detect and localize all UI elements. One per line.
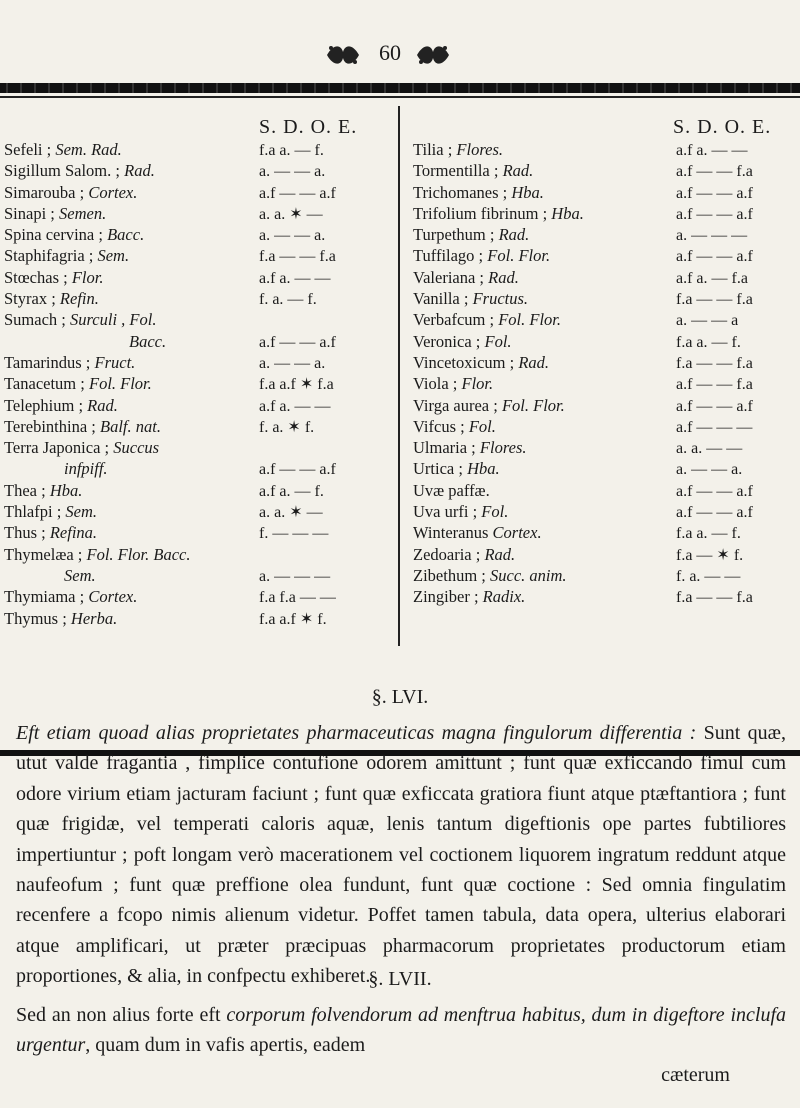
row-codes: a.f a. — f.a	[676, 269, 748, 287]
table-row	[4, 225, 394, 246]
row-name	[4, 459, 259, 479]
row-substance: Thus ;	[4, 523, 46, 543]
table-row	[4, 204, 394, 225]
table-row	[4, 459, 394, 480]
row-codes: a.f — — a.f	[676, 504, 753, 522]
row-substance: Thymelæa ;	[4, 544, 83, 564]
table-row	[4, 481, 394, 502]
table-row	[413, 417, 800, 438]
row-substance: Vanilla ;	[413, 289, 469, 309]
row-part: Rad.	[502, 161, 534, 181]
row-substance: Zibethum ;	[413, 565, 486, 585]
row-substance: Styrax ;	[4, 289, 56, 309]
row-codes: a.f — — a.f	[259, 184, 336, 202]
row-name	[4, 374, 259, 394]
table-row	[4, 310, 394, 331]
row-substance: Urtica ;	[413, 459, 463, 479]
row-codes: a. — — a	[676, 312, 739, 330]
row-codes: a.f — — a.f	[259, 461, 336, 479]
row-codes: f.a a. — f.	[676, 333, 741, 351]
row-part: Flores.	[479, 438, 527, 458]
row-codes: a. a. ✶ —	[259, 205, 323, 223]
row-part: Flores.	[456, 140, 504, 159]
row-codes: f.a a.f ✶ f.	[259, 610, 327, 628]
table-row	[413, 183, 800, 204]
row-name	[4, 268, 259, 288]
row-codes: f.a a. — f.	[676, 525, 741, 543]
row-substance: Tuffilago ;	[413, 246, 484, 266]
row-part: Radix.	[482, 587, 526, 607]
row-codes: f. a. — —	[676, 567, 741, 585]
table-row	[4, 566, 394, 587]
row-part: Succus	[113, 438, 160, 458]
table-row	[4, 523, 394, 544]
row-substance: Sinapi ;	[4, 203, 55, 223]
row-substance: Verbafcum ;	[413, 310, 495, 330]
ornament-left-icon	[323, 42, 363, 68]
ornament-right-icon	[413, 42, 453, 68]
row-part: Fructus.	[472, 289, 529, 309]
row-substance: Telephium ;	[4, 395, 84, 415]
row-codes: a.f — — a.f	[676, 397, 753, 415]
row-name	[4, 353, 259, 373]
row-part: Cortex.	[88, 182, 138, 202]
table-row	[413, 481, 800, 502]
table-row	[4, 289, 394, 310]
row-name	[413, 374, 676, 394]
row-name	[4, 183, 259, 203]
row-name	[4, 481, 259, 501]
row-substance: Tormentilla ;	[413, 161, 499, 181]
table-row	[413, 374, 800, 395]
row-part: Herba.	[70, 608, 118, 628]
row-name	[413, 268, 676, 288]
paragraph-lvii	[16, 1000, 786, 1061]
row-codes: a.f a. — —	[676, 142, 748, 159]
row-name	[4, 161, 259, 181]
row-part: Rad.	[124, 161, 155, 181]
table-row	[413, 246, 800, 267]
row-substance: Sefeli ;	[4, 140, 52, 159]
row-part: Refin.	[59, 289, 99, 309]
table-row	[4, 396, 394, 417]
row-codes: a.f — — f.a	[676, 163, 753, 181]
row-part: Sem.	[64, 565, 96, 585]
table-row	[4, 417, 394, 438]
row-part: Hba.	[49, 480, 83, 500]
row-substance: Terebinthina ;	[4, 416, 96, 436]
table-row	[4, 374, 394, 395]
row-name	[413, 545, 676, 565]
paragraph-lvi-body: Sunt quæ, utut valde fragantia , fimplice contufione odorem amittunt ; funt quæ exficcando fimul cum odore virium etiam jacturam faciunt ; funt quæ exficcata gratiora fiunt atque ptæftantiora ; funt quæ frigidæ, vel temperati caloris aquæ, lenis tantum digeftionis ope partes fubtiliores impertiuntur ; poft longam verò macerationem vel coctionem liquorem ingratum reddunt atque naufeofum ; funt quæ preffione olea fundunt, funt quæ coctione : Sed omnia fingulatim recenfere a fcopo nimis alienum videtur. Poffet tamen tabula, data opera, ulterius elaborari atque amplificari, ut præter præcipuas pharmacorum proprietates productorum etiam proportiones, & alia, in confpectu exhiberet.	[16, 722, 786, 988]
table-row	[4, 545, 394, 566]
row-part: Flor.	[461, 374, 494, 394]
row-name	[4, 246, 259, 266]
row-codes: a.f a. — —	[259, 397, 331, 415]
row-substance: Viola ;	[413, 374, 458, 394]
row-part: Fol. Flor.	[498, 310, 562, 330]
row-name	[413, 310, 676, 330]
table-row	[413, 225, 800, 246]
row-name	[4, 523, 259, 543]
row-name	[4, 289, 259, 309]
row-codes: a.f — — f.a	[676, 376, 753, 394]
row-substance: Zedoaria ;	[413, 544, 481, 564]
row-substance: Uvæ paffæ.	[413, 480, 490, 500]
row-codes: f.a — ✶ f.	[676, 546, 744, 564]
column-heading-left	[4, 116, 394, 140]
table-row	[4, 140, 394, 161]
table-row	[413, 502, 800, 523]
row-part: Balf. nat.	[99, 416, 161, 436]
row-name	[413, 566, 676, 586]
table-row	[413, 310, 800, 331]
section-heading-lvii: §. LVII.	[368, 968, 432, 990]
row-part: Fruct.	[94, 352, 136, 372]
row-part: Rad.	[488, 267, 519, 287]
row-part: Fol.	[484, 331, 512, 351]
table-right-column	[413, 116, 800, 609]
row-substance: Thlafpi ;	[4, 502, 62, 522]
row-name	[413, 417, 676, 437]
table-row	[4, 332, 394, 353]
row-substance: Winteranus	[413, 523, 489, 543]
row-part: Sem. Rad.	[55, 140, 122, 159]
row-codes: a. — — a.	[259, 227, 326, 245]
row-name	[4, 396, 259, 416]
section-heading-lvi: §. LVI.	[371, 686, 429, 708]
row-name	[4, 225, 259, 245]
row-codes: a.f — — a.f	[676, 205, 753, 223]
row-part: Rad.	[484, 544, 516, 564]
row-part: Fol.	[468, 416, 496, 436]
table-row	[413, 140, 800, 161]
row-name	[413, 289, 676, 309]
row-codes: a. — — —	[259, 567, 331, 585]
row-part: Fol. Flor.	[88, 374, 152, 394]
row-codes: f.a f.a — —	[259, 589, 336, 607]
page-header	[0, 38, 800, 74]
row-substance: Terra Japonica ;	[4, 438, 110, 458]
row-substance: Stœchas ;	[4, 267, 68, 287]
table-row	[4, 587, 394, 608]
table-row	[4, 502, 394, 523]
row-name	[4, 204, 259, 224]
row-codes: f. a. ✶ f.	[259, 418, 315, 436]
row-codes: a.f — — —	[676, 418, 753, 436]
row-codes: a. a. ✶ —	[259, 504, 323, 522]
row-substance: Simarouba ;	[4, 182, 85, 202]
table-row	[413, 587, 800, 608]
table-row	[413, 204, 800, 225]
row-part: Rad.	[518, 352, 550, 372]
paragraph-lvi	[16, 718, 786, 992]
row-codes: a.f a. — f.	[259, 482, 324, 500]
row-substance: Trichomanes ;	[413, 182, 508, 202]
column-divider	[398, 106, 400, 646]
row-codes: a.f — — a.f	[676, 248, 753, 266]
row-codes: f.a a.f ✶ f.a	[259, 376, 334, 394]
catchword: cæterum	[661, 1064, 730, 1086]
row-name	[413, 438, 676, 458]
row-name	[413, 502, 676, 522]
row-name	[413, 332, 676, 352]
row-substance: Ulmaria ;	[413, 438, 476, 458]
row-codes: a. — — a.	[259, 354, 326, 372]
row-substance: Tamarindus ;	[4, 352, 91, 372]
table-left-column	[4, 116, 394, 630]
row-name	[413, 353, 676, 373]
row-name	[413, 183, 676, 203]
row-substance: Veronica ;	[413, 331, 481, 351]
row-substance: Thymiama ;	[4, 587, 85, 607]
table-row	[413, 545, 800, 566]
table-row	[413, 161, 800, 182]
row-name	[413, 246, 676, 266]
row-part: Fol. Flor. Bacc.	[86, 544, 191, 564]
row-substance: Trifolium fibrinum ;	[413, 203, 548, 223]
row-substance: Valeriana ;	[413, 267, 485, 287]
row-codes: f. — — —	[259, 525, 329, 543]
row-name	[413, 459, 676, 479]
column-heading-right	[413, 116, 800, 140]
row-substance: Staphifagria ;	[4, 246, 94, 266]
row-substance: Virga aurea ;	[413, 395, 498, 415]
table-row	[413, 353, 800, 374]
table-row	[413, 523, 800, 544]
top-decorative-rule	[0, 83, 800, 93]
row-substance: Thymus ;	[4, 608, 67, 628]
row-codes: f. a. — f.	[259, 291, 317, 309]
row-part: Refina.	[49, 523, 98, 543]
row-name	[4, 587, 259, 607]
row-codes: a.f — — a.f	[259, 333, 336, 351]
row-part: Cortex.	[492, 523, 542, 543]
row-name	[413, 140, 676, 160]
paragraph-lvii-italic: corporum folvendorum ad menftrua habitus, dum in digeftore inclufa urgentur	[16, 1004, 787, 1057]
row-codes: f.a — — f.a	[259, 248, 336, 266]
row-name	[4, 417, 259, 437]
row-part: Fol.	[481, 502, 509, 522]
row-codes: f.a — — f.a	[676, 354, 753, 372]
row-name	[413, 161, 676, 181]
row-codes: a.f — — a.f	[676, 482, 753, 500]
row-substance: Spina cervina ;	[4, 225, 103, 245]
page-number: 60	[379, 40, 401, 65]
row-codes: a. a. — —	[676, 440, 743, 458]
row-substance: Sumach ;	[4, 310, 66, 330]
table-row	[413, 268, 800, 289]
row-part: Sem.	[97, 246, 130, 266]
row-part: Hba.	[511, 182, 544, 202]
row-codes: a.f — — a.f	[676, 184, 753, 202]
table-row	[4, 353, 394, 374]
row-name	[413, 523, 676, 543]
row-part: infpiff.	[64, 459, 108, 479]
row-part: Bacc.	[129, 331, 167, 351]
row-part: Cortex.	[88, 587, 138, 607]
row-name	[4, 545, 259, 565]
table-row	[413, 289, 800, 310]
row-part: Hba.	[551, 203, 584, 223]
column-heading-codes: S. D. O. E.	[259, 116, 358, 138]
row-name	[4, 566, 259, 586]
row-substance: Turpethum ;	[413, 225, 495, 245]
row-name	[413, 204, 676, 224]
table-row	[4, 609, 394, 630]
row-codes: f.a — — f.a	[676, 291, 753, 309]
row-name	[4, 140, 259, 160]
row-part: Fol. Flor.	[501, 395, 565, 415]
row-substance: Sigillum Salom. ;	[4, 161, 120, 181]
table-row	[413, 396, 800, 417]
paragraph-lvii-part-c: , quam dum in vafis apertis, eadem	[85, 1034, 366, 1057]
column-heading-codes: S. D. O. E.	[673, 116, 772, 138]
table-row	[4, 161, 394, 182]
row-part: Rad.	[498, 225, 530, 245]
table-row	[4, 246, 394, 267]
row-substance: Zingiber ;	[413, 587, 479, 607]
row-name	[4, 310, 259, 330]
row-name	[413, 225, 676, 245]
table-row	[4, 268, 394, 289]
row-part: Flor.	[71, 267, 104, 287]
row-codes: a.f a. — —	[259, 269, 331, 287]
row-name	[4, 438, 259, 458]
row-part: Semen.	[59, 203, 107, 223]
row-part: Sem.	[65, 502, 98, 522]
row-codes: a. — — a.	[259, 163, 326, 181]
row-part: Fol. Flor.	[487, 246, 551, 266]
row-substance: Tilia ;	[413, 140, 453, 159]
row-substance: Tanacetum ;	[4, 374, 85, 394]
right-rows	[413, 140, 800, 609]
row-part: Rad.	[87, 395, 118, 415]
row-name	[413, 396, 676, 416]
row-part: Bacc.	[107, 225, 145, 245]
pharmacy-table	[0, 98, 800, 656]
row-substance: Uva urfi ;	[413, 502, 478, 522]
table-row	[413, 438, 800, 459]
row-name	[4, 502, 259, 522]
row-substance: Vifcus ;	[413, 416, 465, 436]
row-codes: f.a a. — f.	[259, 142, 324, 159]
row-substance: Thea ;	[4, 480, 46, 500]
left-rows	[4, 140, 394, 630]
table-row	[413, 459, 800, 480]
row-codes: a. — — —	[676, 227, 748, 245]
paragraph-lvi-lead: Eft etiam quoad alias proprietates pharmaceuticas magna fingulorum differentia :	[16, 722, 697, 744]
row-part: Hba.	[467, 459, 500, 479]
table-row	[4, 183, 394, 204]
row-codes: a. — — a.	[676, 461, 743, 479]
paragraph-lvii-part-a: Sed an non alius forte eft	[16, 1004, 227, 1026]
row-name	[4, 609, 259, 629]
table-row	[413, 566, 800, 587]
row-name	[4, 332, 259, 352]
row-name	[413, 587, 676, 607]
table-row	[4, 438, 394, 459]
row-part: Succ. anim.	[490, 565, 567, 585]
table-row	[413, 332, 800, 353]
row-name	[413, 481, 676, 501]
row-codes: f.a — — f.a	[676, 589, 753, 607]
row-part: Surculi , Fol.	[70, 310, 157, 330]
row-substance: Vincetoxicum ;	[413, 352, 515, 372]
